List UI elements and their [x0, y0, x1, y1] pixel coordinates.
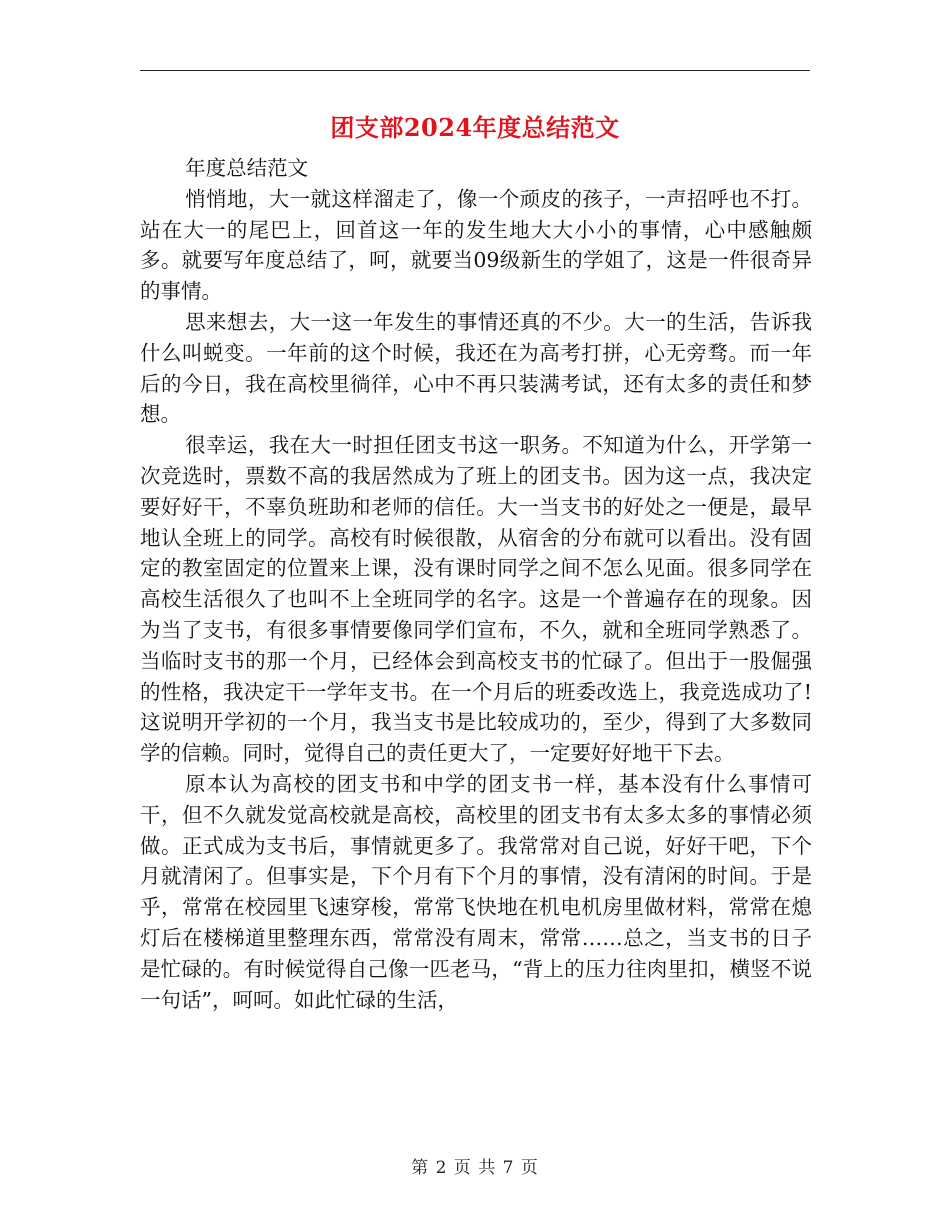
- document-title: 团支部2024年度总结范文: [330, 113, 620, 142]
- body-paragraph: 很幸运，我在大一时担任团支书这一职务。不知道为什么，开学第一次竞选时，票数不高的我居然成为了班上的团支书。因为这一点，我决定要好好干，不辜负班助和老师的信任。大一当支书的好处之一便是，最早地认全班上的同学。高校有时候很散，从宿舍的分布就可以看出。没有固定的教室固定的位置来上课，没有课时同学之间不怎么见面。很多同学在高校生活很久了也叫不上全班同学的名字。这是一个普遍存在的现象。因为当了支书，有很多事情要像同学们宣布，不久，就和全班同学熟悉了。当临时支书的那一个月，已经体会到高校支书的忙碌了。但出于一股倔强的性格，我决定干一学年支书。在一个月后的班委改选上，我竞选成功了!这说明开学初的一个月，我当支书是比较成功的，至少，得到了大多数同学的信赖。同时，觉得自己的责任更大了，一定要好好地干下去。: [140, 433, 812, 766]
- header-rule: [140, 70, 810, 71]
- page-number-footer: 第 2 页 共 7 页: [411, 1158, 539, 1178]
- document-body: [140, 153, 812, 1015]
- body-paragraph: 思来想去，大一这一年发生的事情还真的不少。大一的生活，告诉我什么叫蜕变。一年前的这个时候，我还在为高考打拼，心无旁骛。而一年后的今日，我在高校里徜徉，心中不再只装满考试，还有太多的责任和梦想。: [140, 309, 812, 427]
- body-paragraph: 原本认为高校的团支书和中学的团支书一样，基本没有什么事情可干，但不久就发觉高校就是高校，高校里的团支书有太多太多的事情必须做。正式成为支书后，事情就更多了。我常常对自己说，好好干吧，下个月就清闲了。但事实是，下个月有下个月的事情，没有清闲的时间。于是乎，常常在校园里飞速穿梭，常常飞快地在机电机房里做材料，常常在熄灯后在楼梯道里整理东西，常常没有周末，常常……总之，当支书的日子是忙碌的。有时候觉得自己像一匹老马，“背上的压力往肉里扣，横竖不说一句话”，呵呵。如此忙碌的生活，: [140, 771, 812, 1012]
- body-paragraph: 年度总结范文: [185, 156, 309, 180]
- body-paragraph: 悄悄地，大一就这样溜走了，像一个顽皮的孩子，一声招呼也不打。站在大一的尾巴上，回首这一年的发生地大大小小的事情，心中感触颇多。就要写年度总结了，呵，就要当09级新生的学姐了，这是一件很奇异的事情。: [140, 186, 812, 304]
